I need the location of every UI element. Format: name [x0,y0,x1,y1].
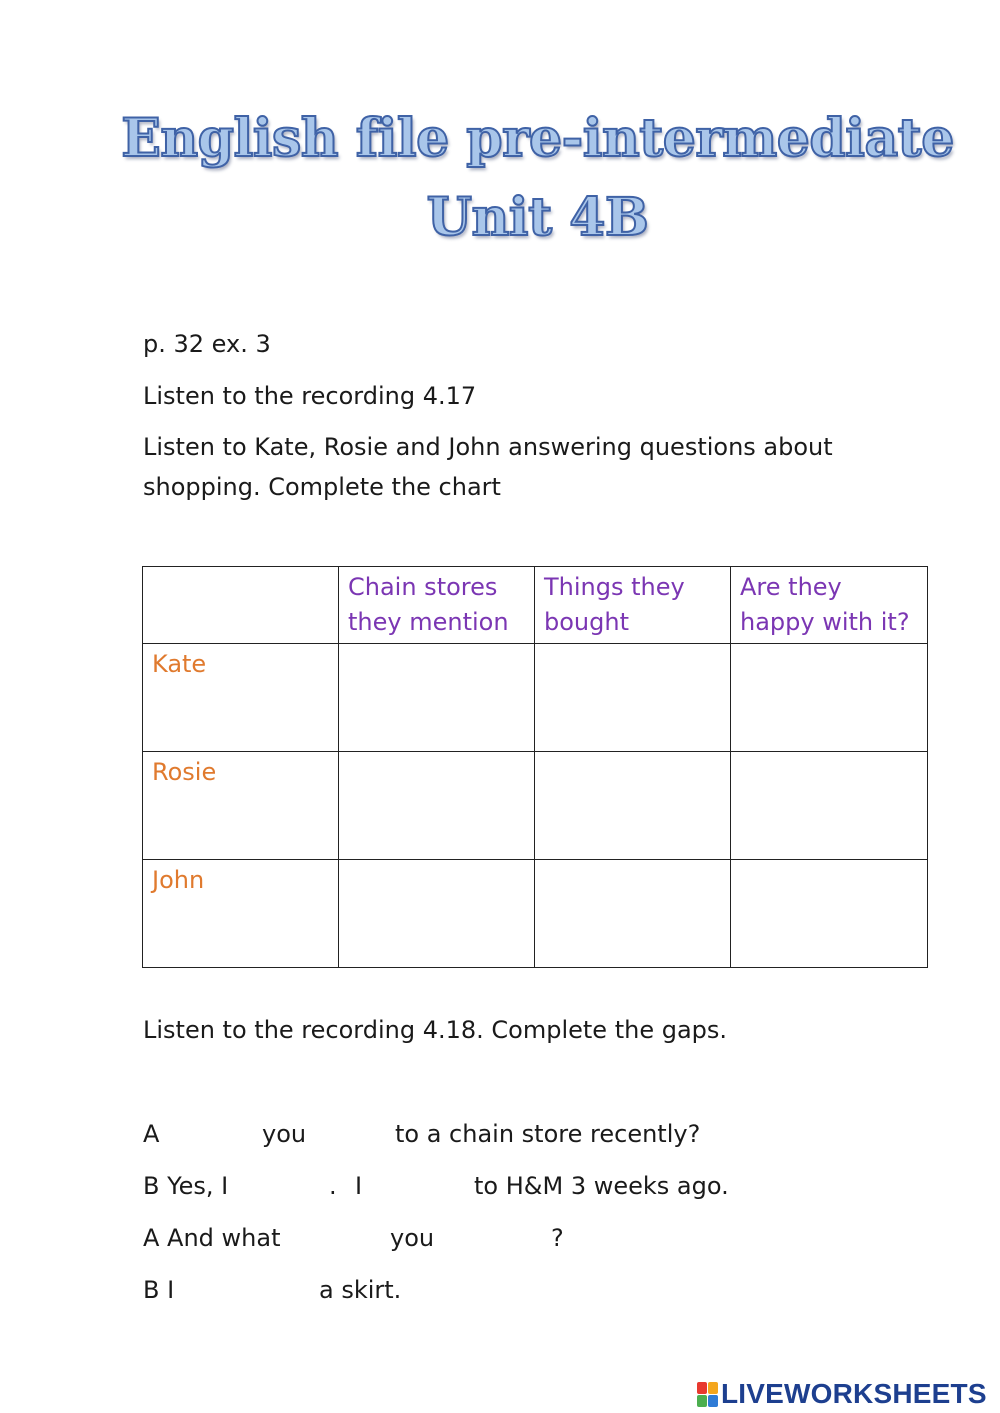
dialogue-text: you [390,1224,435,1252]
header-line: Chain stores [348,573,498,601]
chart-header-row [143,567,928,644]
dialogue-text: a skirt. [319,1276,402,1304]
row-name: John [143,860,339,968]
dialogue-text: you [262,1120,307,1148]
dialogue-text: A And what [143,1224,281,1252]
header-line: they mention [348,608,509,636]
liveworksheets-icon [697,1382,718,1407]
answer-cell[interactable] [731,752,928,860]
dialogue-line-4 [143,1273,843,1307]
header-line: bought [544,608,629,636]
dialogue-line-2 [143,1169,843,1203]
logo-square-icon [697,1395,707,1407]
recording-instruction: Listen to the recording 4.17 [143,382,477,410]
chart-header-things-bought [535,567,731,644]
dialogue-text: ? [551,1224,564,1252]
answer-cell[interactable] [339,752,535,860]
dialogue-line-1 [143,1117,843,1151]
dialogue-line-3 [143,1221,843,1255]
header-line: Things they [544,573,685,601]
chart-instruction-line-1: Listen to Kate, Rosie and John answering questions about [143,433,833,461]
dialogue-text: . [329,1172,337,1200]
answer-cell[interactable] [339,644,535,752]
answer-chart [142,566,928,968]
logo-text: LIVEWORKSHEETS [721,1378,987,1409]
liveworksheets-logo [697,1378,987,1410]
gaps-instruction: Listen to the recording 4.18. Complete the gaps. [143,1016,728,1044]
row-name: Rosie [143,752,339,860]
chart-row-kate [143,644,928,752]
worksheet-unit: Unit 4B [426,187,649,248]
dialogue-text: B I [143,1276,175,1304]
answer-cell[interactable] [731,644,928,752]
dialogue-text: I [355,1172,363,1200]
answer-cell[interactable] [535,644,731,752]
page-reference: p. 32 ex. 3 [143,330,271,358]
answer-cell[interactable] [339,860,535,968]
chart-header-chain-stores [339,567,535,644]
header-line: Are they [740,573,842,601]
chart-header-happy [731,567,928,644]
chart-row-rosie [143,752,928,860]
chart-instruction-line-2: shopping. Complete the chart [143,473,501,501]
dialogue-text: B Yes, I [143,1172,229,1200]
worksheet-title: English file pre-intermediate [121,108,954,169]
dialogue-text: A [143,1120,160,1148]
logo-square-icon [708,1382,718,1394]
dialogue-text: to H&M 3 weeks ago. [474,1172,729,1200]
header-line: happy with it? [740,608,910,636]
logo-square-icon [697,1382,707,1394]
chart-header-empty [143,567,339,644]
answer-cell[interactable] [535,752,731,860]
chart-row-john [143,860,928,968]
logo-square-icon [708,1395,718,1407]
dialogue-text: to a chain store recently? [395,1120,701,1148]
row-name: Kate [143,644,339,752]
answer-cell[interactable] [731,860,928,968]
answer-cell[interactable] [535,860,731,968]
